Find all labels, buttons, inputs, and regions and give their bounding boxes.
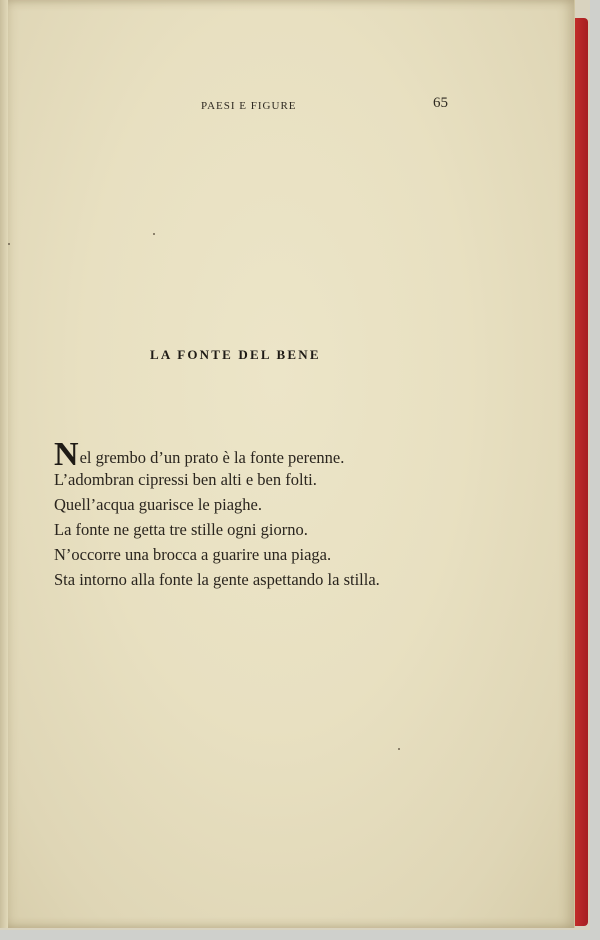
page-header [0, 95, 574, 119]
paper-speck [398, 748, 400, 750]
poem-line-1-text: el grembo d’un prato è la fonte perenne. [79, 448, 345, 467]
running-head: PAESI E FIGURE [201, 100, 297, 112]
drop-cap: N [54, 436, 79, 473]
poem-title: LA FONTE DEL BENE [150, 347, 321, 362]
poem-line-2: L’adombran cipressi ben alti e ben folti. [54, 470, 317, 489]
paper-speck [8, 243, 10, 245]
page-gutter [0, 0, 8, 928]
page-number: 65 [433, 95, 448, 111]
paper-speck [153, 233, 155, 235]
poem-body [54, 436, 514, 592]
poem-line-3: Quell’acqua guarisce le piaghe. [54, 495, 262, 514]
poem-line-5: N’occorre una brocca a guarire una piaga. [54, 545, 332, 564]
poem-line-4: La fonte ne getta tre stille ogni giorno. [54, 520, 308, 539]
poem-line-1 [54, 436, 514, 473]
poem-line-6: Sta intorno alla fonte la gente aspettando la stilla. [54, 570, 380, 589]
